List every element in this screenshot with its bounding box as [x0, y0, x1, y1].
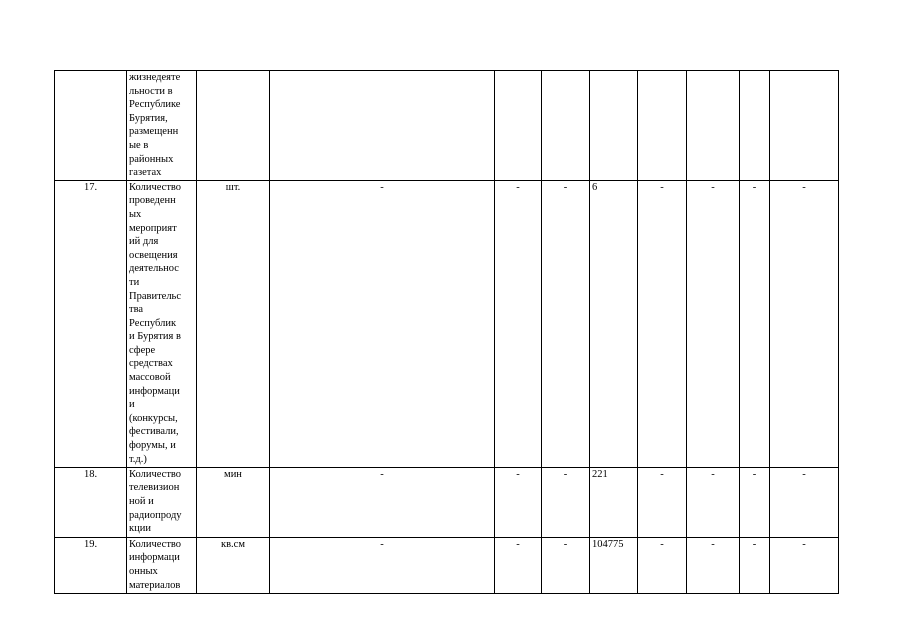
name-line: информаци — [129, 552, 180, 564]
value-cell — [687, 71, 740, 181]
name-line: ти — [129, 276, 140, 288]
value-cell: - — [270, 537, 495, 593]
value-cell: - — [687, 537, 740, 593]
name-line: районных — [129, 153, 174, 165]
name-line: сфере — [129, 344, 156, 356]
table-row — [55, 180, 839, 467]
name-line: и Бурятия в — [129, 331, 181, 343]
value-cell: - — [770, 537, 839, 593]
name-line: (конкурсы, — [129, 412, 178, 424]
value-cell — [740, 71, 770, 181]
value-cell: - — [495, 537, 542, 593]
value-cell: - — [495, 467, 542, 537]
value-cell: 104775 — [590, 537, 638, 593]
name-line: освещения — [129, 249, 178, 261]
name-line: телевизион — [129, 482, 180, 494]
value-cell: - — [687, 467, 740, 537]
unit-cell: шт. — [197, 180, 270, 467]
indicator-name — [127, 537, 197, 593]
indicator-name-text — [129, 538, 194, 592]
value-cell — [495, 71, 542, 181]
name-line: льности в — [129, 85, 173, 97]
unit-cell: кв.см — [197, 537, 270, 593]
row-number — [55, 71, 127, 181]
indicator-name-text — [129, 71, 194, 180]
value-cell: - — [638, 537, 687, 593]
name-line: форумы, и — [129, 440, 176, 452]
name-line: средствах — [129, 358, 173, 370]
row-number: 18. — [55, 467, 127, 537]
value-cell: - — [270, 467, 495, 537]
name-line: Республике — [129, 99, 181, 111]
name-line: Количество — [129, 538, 182, 550]
value-cell: - — [638, 467, 687, 537]
table-row — [55, 71, 839, 181]
name-line: материалов — [129, 579, 181, 591]
value-cell — [542, 71, 590, 181]
name-line: ые в — [129, 139, 149, 151]
unit-cell: мин — [197, 467, 270, 537]
value-cell: - — [270, 180, 495, 467]
value-cell: 221 — [590, 467, 638, 537]
name-line: фестивали, — [129, 426, 179, 438]
row-number: 19. — [55, 537, 127, 593]
name-line: Бурятия, — [129, 112, 168, 124]
name-line: Количество — [129, 181, 182, 193]
name-line: т.д.) — [129, 453, 147, 465]
value-cell — [770, 71, 839, 181]
row-number: 17. — [55, 180, 127, 467]
name-line: мероприят — [129, 222, 177, 234]
name-line: ий для — [129, 236, 159, 248]
name-line: массовой — [129, 372, 171, 384]
indicator-name — [127, 71, 197, 181]
value-cell: - — [740, 467, 770, 537]
name-line: проведенн — [129, 195, 176, 207]
name-line: информаци — [129, 385, 180, 397]
name-line: размещенн — [129, 126, 179, 138]
name-line: Правительс — [129, 290, 182, 302]
indicator-name-text — [129, 181, 194, 466]
table-row — [55, 537, 839, 593]
value-cell: - — [542, 537, 590, 593]
name-line: ной и — [129, 495, 154, 507]
indicator-name — [127, 467, 197, 537]
value-cell: - — [687, 180, 740, 467]
name-line: жизнедеяте — [129, 72, 181, 83]
value-cell — [590, 71, 638, 181]
value-cell: - — [638, 180, 687, 467]
value-cell: - — [542, 467, 590, 537]
value-cell — [270, 71, 495, 181]
indicator-name — [127, 180, 197, 467]
name-line: и — [129, 399, 135, 411]
value-cell: - — [542, 180, 590, 467]
name-line: радиопроду — [129, 509, 182, 521]
value-cell: 6 — [590, 180, 638, 467]
name-line: Количество — [129, 468, 182, 480]
name-line: Республик — [129, 317, 177, 329]
value-cell: - — [770, 180, 839, 467]
value-cell — [638, 71, 687, 181]
name-line: тва — [129, 304, 144, 316]
unit-cell — [197, 71, 270, 181]
value-cell: - — [495, 180, 542, 467]
name-line: ых — [129, 208, 142, 220]
value-cell: - — [740, 537, 770, 593]
name-line: газетах — [129, 167, 162, 179]
name-line: онных — [129, 565, 158, 577]
name-line: деятельнос — [129, 263, 179, 275]
value-cell: - — [770, 467, 839, 537]
table-row — [55, 467, 839, 537]
name-line: кции — [129, 523, 151, 535]
indicators-table — [54, 70, 839, 594]
indicator-name-text — [129, 468, 194, 536]
value-cell: - — [740, 180, 770, 467]
